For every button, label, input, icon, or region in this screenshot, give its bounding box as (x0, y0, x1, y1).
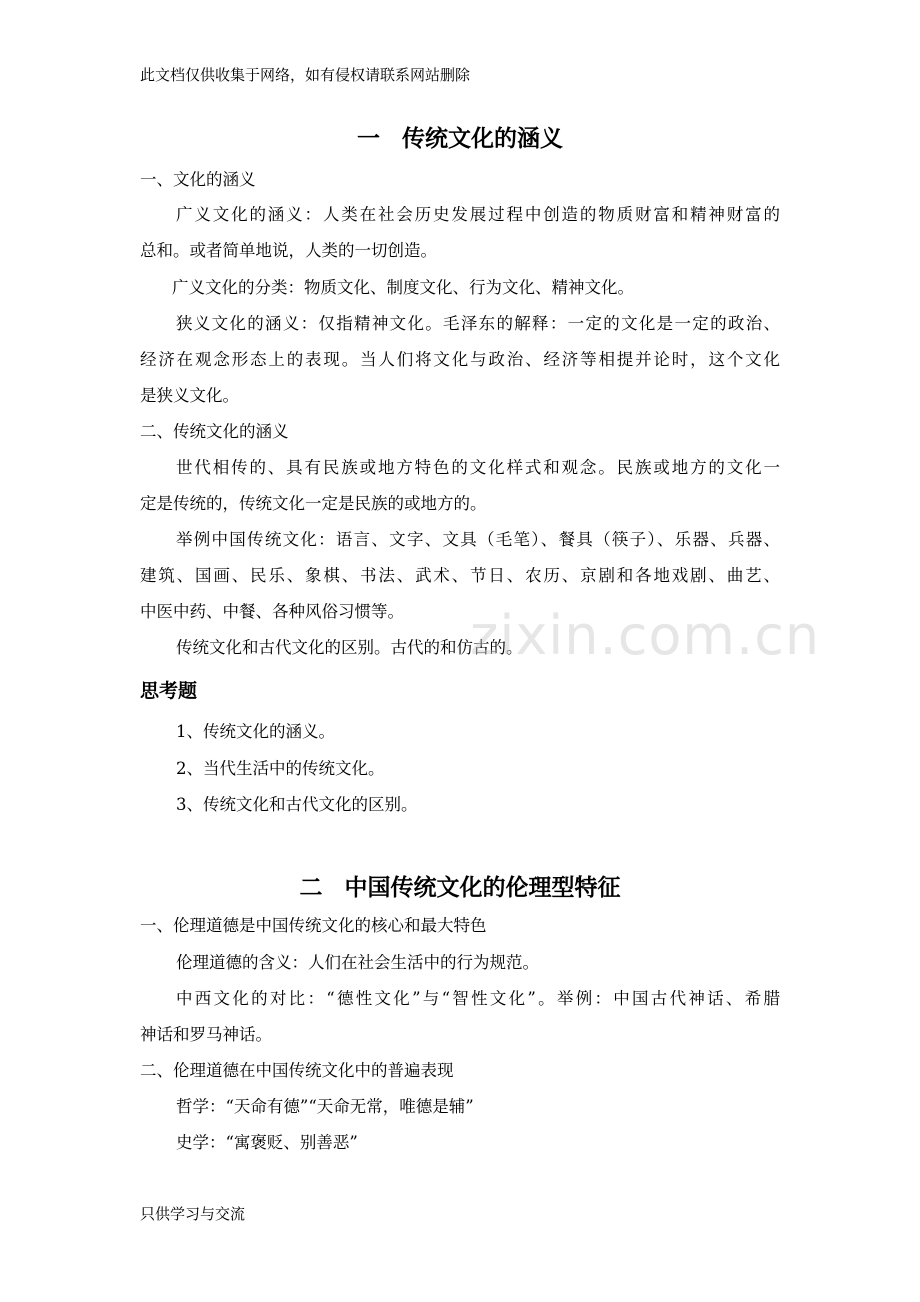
broad-definition-line-2: 总和。或者简单地说，人类的一切创造。 (140, 241, 437, 260)
traditional-definition-line-1: 世代相传的、具有民族或地方特色的文化样式和观念。民族或地方的文化一 (176, 458, 780, 477)
chapter-2-title-text: 中国传统文化的伦理型特征 (344, 875, 621, 901)
question-1: 1、传统文化的涵义。 (176, 722, 335, 741)
broad-classification: 广义文化的分类：物质文化、制度文化、行为文化、精神文化。 (172, 278, 634, 297)
chapter-2-section-1-heading: 一、伦理道德是中国传统文化的核心和最大特色 (140, 916, 487, 935)
ethics-meaning: 伦理道德的含义：人们在社会生活中的行为规范。 (176, 953, 539, 972)
comparison-line-1: 中西文化的对比：“德性文化”与“智性文化”。举例：中国古代神话、希腊 (176, 989, 780, 1008)
narrow-definition-line-1: 狭义文化的涵义：仅指精神文化。毛泽东的解释：一定的文化是一定的政治、 (176, 314, 780, 333)
history-line: 史学：“寓褒贬、别善恶” (176, 1133, 358, 1152)
examples-line-2: 建筑、国画、民乐、象棋、书法、武术、节日、农历、京剧和各地戏剧、曲艺、 (140, 566, 780, 585)
chapter-1-section-1-heading: 一、文化的涵义 (140, 170, 256, 189)
chapter-2-title (0, 869, 920, 902)
examples-paragraph (140, 528, 780, 624)
watermark: zixin.com.cn (470, 604, 821, 667)
header-disclaimer: 此文档仅供收集于网络，如有侵权请联系网站删除 (140, 66, 471, 84)
chapter-2-section-2-heading: 二、伦理道德在中国传统文化中的普遍表现 (140, 1061, 454, 1080)
distinction-line: 传统文化和古代文化的区别。古代的和仿古的。 (176, 638, 523, 657)
comparison-paragraph (140, 987, 780, 1047)
philosophy-line: 哲学：“天命有德”“天命无常，唯德是辅” (176, 1097, 474, 1116)
question-2: 2、当代生活中的传统文化。 (176, 759, 385, 778)
examples-line-1: 举例中国传统文化：语言、文字、文具（毛笔）、餐具（筷子）、乐器、兵器、 (176, 530, 780, 549)
thinking-questions-heading: 思考题 (140, 680, 198, 702)
comparison-line-2: 神话和罗马神话。 (140, 1025, 272, 1044)
footer-note: 只供学习与交流 (140, 1205, 246, 1223)
chapter-1-title (0, 120, 920, 153)
chapter-2-number: 二 (299, 875, 323, 901)
chapter-1-number: 一 (357, 126, 380, 152)
broad-definition-paragraph (140, 203, 780, 263)
narrow-definition-line-2: 经济在观念形态上的表现。当人们将文化与政治、经济等相提并论时，这个文化 (140, 350, 780, 369)
question-3: 3、传统文化和古代文化的区别。 (176, 795, 418, 814)
chapter-1-section-2-heading: 二、传统文化的涵义 (140, 422, 289, 441)
narrow-definition-paragraph (140, 312, 780, 408)
examples-line-3: 中医中药、中餐、各种风俗习惯等。 (140, 602, 404, 621)
narrow-definition-line-3: 是狭义文化。 (140, 386, 239, 405)
traditional-definition-line-2: 定是传统的，传统文化一定是民族的或地方的。 (140, 494, 487, 513)
traditional-definition-paragraph (140, 456, 780, 516)
chapter-1-title-text: 传统文化的涵义 (402, 126, 563, 152)
broad-definition-line-1: 广义文化的涵义：人类在社会历史发展过程中创造的物质财富和精神财富的 (176, 205, 780, 224)
